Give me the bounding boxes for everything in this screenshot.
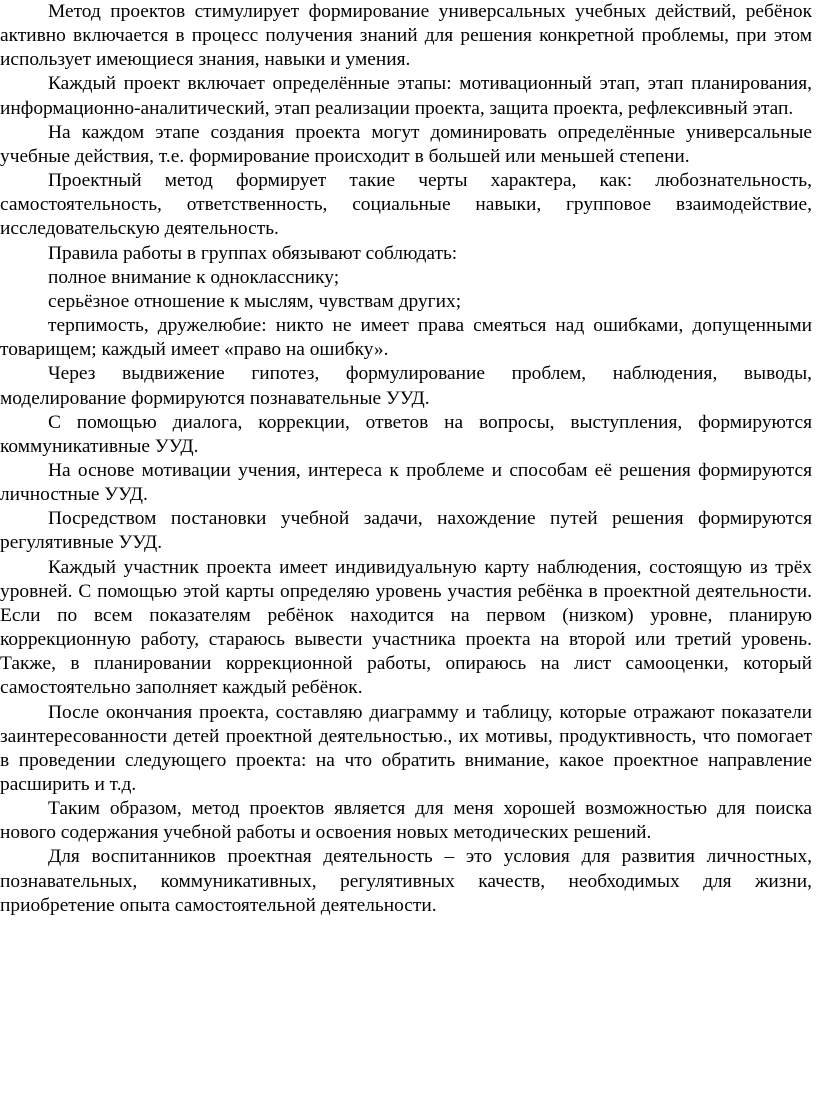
paragraph-personal-uud: На основе мотивации учения, интереса к проблеме и способам её решения формируются личностные УУД. — [0, 459, 812, 506]
paragraph-regulatory-uud: Посредством постановки учебной задачи, нахождение путей решения формируются регулятивные УУД. — [0, 508, 812, 554]
paragraph-conclusion: Таким образом, метод проектов является для меня хорошей возможностью для поиска нового содержания учебной работы и освоения новых методических решений. — [0, 798, 812, 844]
paragraph-cognitive-uud: Через выдвижение гипотез, формулирование проблем, наблюдения, выводы, моделирование формируются познавательные УУД. — [0, 363, 812, 409]
paragraph-observation-card: Каждый участник проекта имеет индивидуальную карту наблюдения, состоящую из трёх уровней. С помощью этой карты определяю уровень участия ребёнка в проектной деятельности. Если по всем показателям ребёнок находится на первом (низком) уровне, планирую коррекционную работу, стараюсь вывести участника проекта на второй или третий уровень. Также, в планировании коррекционной работы, опираюсь на лист самооценки, который самостоятельно заполняет каждый ребёнок. — [0, 556, 812, 699]
paragraph-project-stages: Каждый проект включает определённые этапы: мотивационный этап, этап планирования, информационно-аналитический, этап реализации проекта, защита проекта, рефлексивный этап. — [0, 73, 812, 119]
rule-item: серьёзное отношение к мыслям, чувствам других; — [48, 290, 462, 312]
paragraph-students: Для воспитанников проектная деятельность – это условия для развития личностных, познавательных, коммуникативных, регулятивных качеств, необходимых для жизни, приобретение опыта самостоятельной деятельности. — [0, 846, 812, 916]
paragraph-communicative-uud: С помощью диалога, коррекции, ответов на вопросы, выступления, формируются коммуникативные УУД. — [0, 411, 812, 457]
rule-item: полное внимание к однокласснику; — [48, 266, 340, 288]
paragraph-character-traits: Проектный метод формирует такие черты характера, как: любознательность, самостоятельность, ответственность, социальные навыки, групповое взаимодействие, исследовательскую деятельность. — [0, 170, 812, 240]
paragraph-learning-actions: На каждом этапе создания проекта могут доминировать определённые универсальные учебные действия, т.е. формирование происходит в большей или меньшей степени. — [0, 121, 812, 167]
paragraph-project-method: Метод проектов стимулирует формирование универсальных учебных действий, ребёнок активно включается в процесс получения знаний для решения конкретной проблемы, при этом использует имеющиеся знания, навыки и умения. — [0, 1, 812, 71]
rules-intro: Правила работы в группах обязывают соблюдать: — [48, 242, 458, 264]
paragraph-diagram-table: После окончания проекта, составляю диаграмму и таблицу, которые отражают показатели заинтересованности детей проектной деятельностью., их мотивы, продуктивность, что помогает в проведении следующего проекта: на что обратить внимание, какое проектное направление расширить и т.д. — [0, 701, 812, 795]
rule-item: терпимость, дружелюбие: никто не имеет права смеяться над ошибками, допущенными товарищем; каждый имеет «право на ошибку». — [0, 315, 812, 361]
